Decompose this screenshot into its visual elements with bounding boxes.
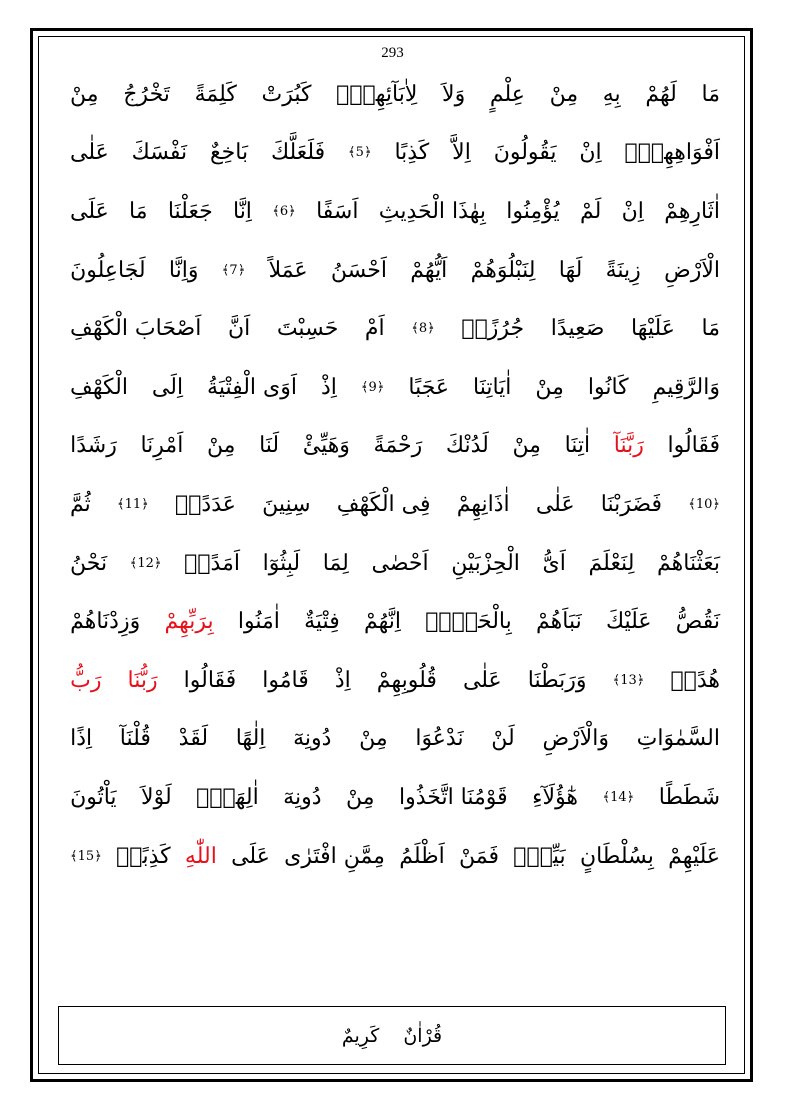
highlighted-word: بِرَبِّهِمْ bbox=[164, 609, 214, 635]
word: نَبَاَهُمْ bbox=[536, 609, 582, 635]
verse-number-marker: ﴿14﴾ bbox=[602, 789, 635, 805]
word: اَنَّ bbox=[227, 316, 251, 342]
word: لِنَعْلَمَ bbox=[588, 550, 635, 576]
text-line bbox=[70, 475, 720, 534]
verse-number-marker: ﴿9﴾ bbox=[360, 379, 385, 395]
word: مِنْ bbox=[512, 433, 541, 459]
word: اِذْ bbox=[320, 374, 337, 400]
word: نَحْنُ bbox=[70, 550, 108, 576]
word: لِاٰبَآئِهِمْۜ bbox=[336, 81, 418, 107]
footer-box bbox=[58, 1006, 726, 1065]
word: مِنْ bbox=[206, 433, 236, 459]
word: يَقُولُونَ bbox=[493, 140, 557, 166]
word: لَنَا bbox=[259, 433, 280, 459]
word: قُلُوبِهِمْ bbox=[376, 667, 437, 693]
word: اَحْصٰى bbox=[371, 550, 429, 576]
text-line bbox=[70, 417, 720, 476]
word: لَدُنْكَ bbox=[445, 433, 489, 459]
word: لَوْلاَ bbox=[141, 784, 172, 810]
word: فَقَالُوا bbox=[183, 667, 237, 693]
word: عَلَيْكَ bbox=[605, 609, 652, 635]
word: قَوْمُنَا اتَّخَذُوا bbox=[398, 784, 508, 810]
text-line bbox=[70, 651, 720, 710]
verse-number-marker: ﴿6﴾ bbox=[272, 203, 296, 219]
text-line bbox=[70, 299, 720, 358]
word: مِمَّنِ افْتَرٰى bbox=[284, 843, 385, 869]
word: الْاَرْضِ bbox=[664, 257, 720, 283]
word: عَلَى bbox=[70, 198, 109, 224]
word: لَنْ bbox=[491, 726, 515, 752]
word: عَدَدًاۙ bbox=[175, 491, 236, 517]
word: عَلٰى bbox=[462, 667, 502, 693]
word: مِنْ bbox=[70, 81, 99, 107]
verse-number-marker: ﴿13﴾ bbox=[612, 672, 645, 688]
word: وَلاَ bbox=[442, 81, 466, 107]
word: اِنَّا bbox=[232, 198, 252, 224]
highlighted-word: رَبُّنَا bbox=[127, 667, 158, 693]
word: مَا bbox=[129, 198, 148, 224]
word: جُرُزًاۜ bbox=[461, 316, 525, 342]
text-line bbox=[70, 65, 720, 124]
word: اٰذَانِهِمْ bbox=[456, 491, 510, 517]
word: اَمْرِنَا bbox=[140, 433, 184, 459]
word: عَلٰى bbox=[535, 491, 575, 517]
word: رَشَدًا bbox=[70, 433, 117, 459]
word: مَا bbox=[701, 316, 720, 342]
word: فَضَرَبْنَا bbox=[600, 491, 662, 517]
word: زِينَةً bbox=[605, 257, 641, 283]
word: دُونِهٓ bbox=[283, 784, 322, 810]
word: هٰٓؤُلَآءِ bbox=[532, 784, 579, 810]
word: نَقُصُّ bbox=[675, 609, 720, 635]
text-line bbox=[70, 534, 720, 593]
verse-number-marker: ﴿11﴾ bbox=[117, 496, 149, 512]
word: اِنْ bbox=[579, 140, 602, 166]
word: كَانُوا bbox=[587, 374, 629, 400]
word: اَوَى الْفِتْيَةُ bbox=[207, 374, 297, 400]
word: مِنْ bbox=[359, 726, 388, 752]
word: لَهُمْ bbox=[645, 81, 677, 107]
verse-number-marker: ﴿12﴾ bbox=[129, 555, 162, 571]
word: ثُمَّ bbox=[70, 491, 91, 517]
word: عَلَيْهِمْ bbox=[668, 843, 720, 869]
word: مِنْ bbox=[549, 81, 579, 107]
word: كَلِمَةً bbox=[194, 81, 237, 107]
word: قَامُوا bbox=[262, 667, 309, 693]
word: لَجَاعِلُونَ bbox=[70, 257, 146, 283]
word: وَالرَّقِيمِ bbox=[652, 374, 720, 400]
word: اٰتِنَا bbox=[564, 433, 591, 459]
page-number: 293 bbox=[381, 45, 404, 61]
text-line bbox=[70, 827, 720, 886]
word: اَمْ bbox=[364, 316, 385, 342]
word: اَفْوَاهِهِمْۜ bbox=[624, 140, 720, 166]
word: وَهَيِّئْ bbox=[302, 433, 350, 459]
text-line bbox=[70, 768, 720, 827]
word: لِنَبْلُوَهُمْ bbox=[470, 257, 536, 283]
word: حَسِبْتَ bbox=[276, 316, 339, 342]
word: نَفْسَكَ bbox=[131, 140, 188, 166]
word: اٰلِهَةًۜ bbox=[196, 784, 259, 810]
word: بِهٰذَا الْحَدِيثِ bbox=[378, 198, 486, 224]
text-line bbox=[70, 592, 720, 651]
word: اِذْ bbox=[334, 667, 351, 693]
word: اَمَدًاۚ bbox=[184, 550, 241, 576]
word: رَحْمَةً bbox=[373, 433, 423, 459]
word: عَلَى bbox=[231, 843, 270, 869]
word: عَمَلاً bbox=[268, 257, 308, 283]
word: اِنَّهُمْ bbox=[363, 609, 401, 635]
word: اِلٰهًا bbox=[235, 726, 266, 752]
word: نَدْعُوَا bbox=[415, 726, 464, 752]
highlighted-word: رَبُّ bbox=[70, 667, 102, 693]
word: مِنْ bbox=[345, 784, 375, 810]
word: بِهِ bbox=[602, 81, 621, 107]
verse-number-marker: ﴿10﴾ bbox=[688, 496, 720, 512]
word: اَيُّهُمْ bbox=[410, 257, 448, 283]
word: وَزِدْنَاهُمْ bbox=[70, 609, 141, 635]
word: وَاِنَّا bbox=[168, 257, 199, 283]
word: اٰيَاتِنَا bbox=[473, 374, 512, 400]
word: مَا bbox=[701, 81, 720, 107]
word: بَيِّنٍۜ bbox=[513, 843, 566, 869]
word: اٰثَارِهِمْ bbox=[664, 198, 720, 224]
text-line bbox=[70, 124, 720, 183]
verse-number-marker: ﴿7﴾ bbox=[221, 262, 246, 278]
word: يَاْتُونَ bbox=[70, 784, 117, 810]
word: اِلَى bbox=[151, 374, 184, 400]
word: اِنْ bbox=[621, 198, 644, 224]
text-line bbox=[70, 182, 720, 241]
word: جَعَلْنَا bbox=[167, 198, 213, 224]
word: اَحْسَنُ bbox=[330, 257, 387, 283]
word: بِسُلْطَانٍ bbox=[579, 843, 654, 869]
word: اَىُّ bbox=[542, 550, 566, 576]
word: عَلَيْهَا bbox=[630, 316, 675, 342]
word: بِالْحَقِّۜ bbox=[425, 609, 512, 635]
word: مِنْ bbox=[535, 374, 564, 400]
verse-number-marker: ﴿8﴾ bbox=[411, 321, 435, 337]
word: فَلَعَلَّكَ bbox=[270, 140, 326, 166]
word: اَصْحَابَ الْكَهْفِ bbox=[70, 316, 202, 342]
word: الْحِزْبَيْنِ bbox=[451, 550, 520, 576]
word: فَقَالُوا bbox=[667, 433, 720, 459]
text-line bbox=[70, 241, 720, 300]
highlighted-word: رَبَّنَآ bbox=[613, 433, 644, 459]
word: فِتْيَةٌ bbox=[304, 609, 340, 635]
word: لَقَدْ bbox=[178, 726, 209, 752]
word: بَاخِعٌ bbox=[209, 140, 249, 166]
word: كَذِبًا bbox=[394, 140, 430, 166]
word: عِلْمٍ bbox=[489, 81, 525, 107]
word: فِى الْكَهْفِ bbox=[336, 491, 431, 517]
word: لَمْ bbox=[579, 198, 602, 224]
text-line bbox=[70, 710, 720, 769]
word: وَرَبَطْنَا bbox=[527, 667, 587, 693]
word: عَجَبًا bbox=[408, 374, 450, 400]
verse-number-marker: ﴿5﴾ bbox=[348, 145, 372, 161]
text-line bbox=[70, 358, 720, 417]
word: قُلْنَآ bbox=[119, 726, 151, 752]
word: اِلاَّ bbox=[452, 140, 471, 166]
footer-title: قُرْاٰنٌ كَرِيمٌ bbox=[341, 1024, 443, 1047]
word: كَذِبًاۜ bbox=[116, 843, 171, 869]
word: صَعِيدًا bbox=[550, 316, 605, 342]
highlighted-word: اللّٰهِ bbox=[184, 843, 217, 869]
quran-text-body bbox=[70, 65, 720, 885]
word: فَمَنْ bbox=[459, 843, 500, 869]
word: لَبِثُوٓا bbox=[262, 550, 301, 576]
word: سِنِينَ bbox=[262, 491, 311, 517]
word: يُؤْمِنُوا bbox=[506, 198, 560, 224]
word: تَخْرُجُ bbox=[123, 81, 170, 107]
word: لَهَا bbox=[558, 257, 583, 283]
word: اَظْلَمُ bbox=[399, 843, 445, 869]
word: دُونِهٓ bbox=[293, 726, 332, 752]
word: بَعَثْنَاهُمْ bbox=[657, 550, 720, 576]
word: كَبُرَتْ bbox=[261, 81, 312, 107]
word: هُدًىۗ bbox=[670, 667, 720, 693]
word: اَسَفًا bbox=[316, 198, 359, 224]
word: اٰمَنُوا bbox=[237, 609, 280, 635]
word: عَلٰى bbox=[70, 140, 109, 166]
word: وَالْاَرْضِ bbox=[542, 726, 609, 752]
verse-number-marker: ﴿15﴾ bbox=[70, 848, 102, 864]
word: اِذًا bbox=[70, 726, 93, 752]
word: الْكَهْفِ bbox=[70, 374, 128, 400]
word: السَّمٰوَاتِ bbox=[636, 726, 720, 752]
word: لِمَا bbox=[322, 550, 349, 576]
word: شَطَطًا bbox=[658, 784, 720, 810]
